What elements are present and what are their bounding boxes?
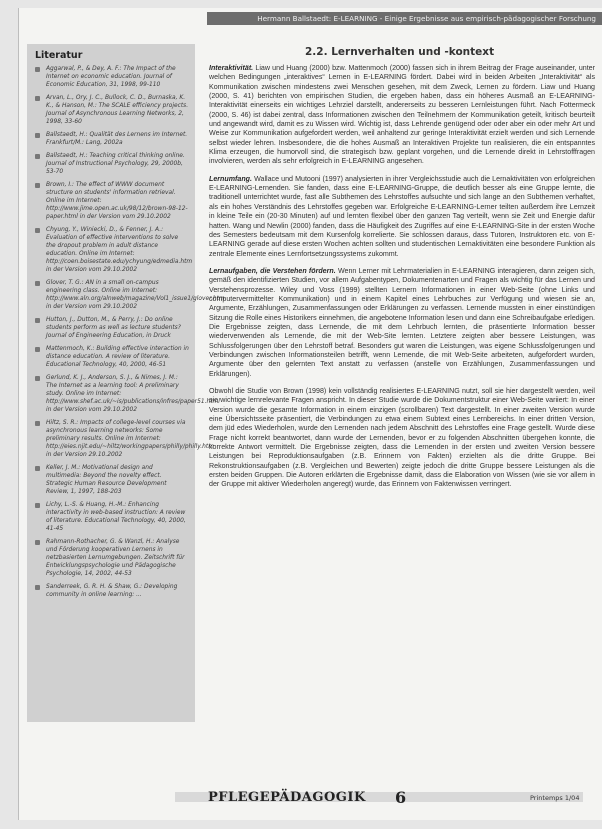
reference-item: Arvan, L., Ory, J. C., Bullock, C. D., Burnaska, K. K., & Hanson, M.: The SCALE efficiency projects. Journal of Asynchronous Learning Networks, 2, 1998, 33-60 <box>35 94 189 126</box>
reference-item: Lichy, L.-S. & Huang, H.-M.: Enhancing interactivity in web-based instruction: A review of literature. Educational Technology, 40, 2000, 41-45 <box>35 501 189 533</box>
reference-item: Hiltz, S. R.: Impacts of college-level courses via asynchronous learning networks: Some preliminary results. Online im Internet: http://eies.njit.edu/~hiltz/workingpapers/philly/philly.htm in der Version 29.10.2002 <box>35 419 189 459</box>
reference-item: Sanderreek, G. R. H. & Shaw, G.: Developing community in online learning: ... <box>35 583 189 599</box>
document-page <box>18 8 602 820</box>
reference-item: Mattenmoch, K.: Building effective interaction in distance education. A review of literature. Educational Technology, 40, 2000, 46-51 <box>35 345 189 369</box>
section-title: 2.2. Lernverhalten und -kontext <box>305 46 495 58</box>
reference-item: Keller, J. M.: Motivational design and multimedia: Beyond the novelty effect. Strategic Human Resource Development Review, 1, 1997, 188-203 <box>35 464 189 496</box>
body-paragraph <box>209 267 595 379</box>
paragraph-lead: Lernaufgaben, die Verstehen fördern. <box>209 266 336 275</box>
reference-item: Glover, T. G.: AN in a small on-campus engineering class. Online im Internet: http://www.aln.org/alnweb/magazine/Vol1_issue1/glover.htm in der Version vom 29.10.2002 <box>35 279 189 311</box>
reference-item: Ballstaedt, H.: Teaching critical thinking online. Journal of Instructional Psychology, 29, 2000b, 53-70 <box>35 152 189 176</box>
paragraph-text: Obwohl die Studie von Brown (1998) kein vollständig realisiertes E-LEARNING nutzt, soll sie hier dargestellt werden, weil sie wichtige lernrelevante Fragen anspricht. In dieser Studie wurde die Dokumentstruktur einer Web-Seite variiert: In einer Version wurde die gesamte Information in einem einzigen (scrollbaren) Text dargestellt. In einer zweiten Version wurde eine Übersichtsseite präsentiert, die Verbindungen zu etwa einem Subtext eines Lernbereichs. In einer dritten Version, dem jüd edes Wiederholen, wurde den Lernenden nach jedem Abschnitt des Lehrstoffes eine Frage gestellt. Wurde diese Frage nicht korrekt beantwortet, dann wurde der Lernenden, bevor er zu folgenden Abschnitten übergehen konnte, die korrekte Antwort vermittelt. Die Ergebnisse zeigten, dass die Lernenden in der ersten und zweiten Version bessere Leistungen bei Reproduktionsaufgaben (z.B. Erinnern von Fakten) erzielten als die dritte Gruppe. Bei Rekonstruktionsaufgaben (z.B. Vergleichen und Bewerten) zeigte jedoch die dritte Gruppe bessere Leistungen als die ersten beiden Gruppen. Die Autoren erklärten die Ergebnisse damit, dass die Elaboration von Wissen (wie sie vor allem in der Gruppe mit aktiver Wiederholen angeregt) wurde, das Erinnern von Faktenwissen verringert. <box>209 387 595 489</box>
reference-item: Ballstaedt, H.: Qualität des Lernens im Internet. Frankfurt/M.: Lang, 2002a <box>35 131 189 147</box>
references-list <box>27 63 225 599</box>
article-body <box>209 44 595 704</box>
body-paragraph <box>209 64 595 167</box>
paragraph-text: Wenn Lerner mit Lehrmaterialien in E-LEARNING interagieren, dann zeigen sich, gemäß den identifizierten Studien, vor allem Aufgabentypen, Dokumentenarten und Fragen als wichtig für das Lernen und Verstehensprozesse. Wiley und Voss (1999) stellten Lernern Informationen in einer Web-Seite (ohne Links und computervermittelter Kommunikation) und in einem Kapitel eines Lehrbuches zur Verfügung und wiesen sie an, Argumente, Erzählungen, Zusammenfassungen oder Erklärungen zu verfassen. Lernende mussten in einer einstündigen Sitzung die Rolle eines Historikers einnehmen, die angebotene Information lesen und dann eine Schreibaufgabe erledigen. Die Ergebnisse zeigten, dass Lernende, die mit dem Lehrbuch lernten, die präsentierte Information besser wiederverwenden als Lernende, die mit der Web-Site lernten. Letztere zeigten aber bessere Leistungen, was Schlussfolgerungen über den Lehrstoff betraf. Besonders gut waren die Leistungen, was eigene Schlussfolgerungen und Verbindungen zwischen Informationsteilen betrifft, wenn Lernende, die mit Web-Seite arbeiteten, aufgefordert wurden, Argumente über den gelernten Text anstatt zu verfassen (anstelle von Erzählungen, Zusammenfassungen und Erklärungen). <box>209 266 595 378</box>
paragraph-lead: Interaktivität. <box>209 64 254 72</box>
paragraph-lead: Lernumfang. <box>209 174 252 183</box>
running-header: Hermann Ballstaedt: E-LEARNING - Einige Ergebnisse aus empirisch-pädagogischer Forschung <box>207 12 602 25</box>
body-paragraph <box>209 175 595 259</box>
reference-item: Aggarwal, P., & Dey, A. F.: The Impact of the Internet on economic education. Journal of Economic Education, 31, 1998, 99-110 <box>35 65 189 89</box>
reference-item: Gerlund, K. J., Anderson, S. J., & Nimes, J. M.: The Internet as a learning tool: A preliminary study. Online im Internet: http://www.shef.ac.uk/~is/publications/infres/paper51.html in der Version vom 29.10.2002 <box>35 374 189 414</box>
reference-item: Chyung, Y., Winiecki, D., & Fenner, J. A.: Evaluation of effective interventions to solve the dropout problem in adult distance education. Online im Internet: http://coen.boisestate.edu/ychyung/edmedia.htm in der Version vom 29.10.2002 <box>35 226 189 274</box>
issue-number: 6 <box>395 788 407 807</box>
reference-item: Brown, I.: The effect of WWW document structure on students' information retrieval. Online im Internet: http://www.jime.open.ac.uk/98/12/brown-98-12-paper.html in der Version vom 29.10.2002 <box>35 181 189 221</box>
reference-item: Rahmann-Rothacher, G. & Wanzl, H.: Analyse und Förderung kooperativen Lernens in netzbasierten Lernumgebungen. Zeitschrift für Entwicklungspsychologie und Pädagogische Psychologie, 14, 2002, 44-53 <box>35 538 189 578</box>
page-info: Printemps 1/04 <box>530 794 580 802</box>
paragraph-text: Wallace und Mutooni (1997) analysierten in ihrer Vergleichsstudie auch die Lernaktivitäten von erfolgreichen E-LEARNING-Lernenden. Sie fanden, dass eine E-LEARNING-Gruppe, die deutlich besser als eine Gruppe lernte, die traditionell unterrichtet wurde, fast alle Subthemen des Lehrstoffes aufsuchte und sich lange an den Subthemen verhaftet, als ein hohes Verständnis des Lehrstoffes gegeben war. Erfolgreiche E-LEARNING-Lerner teilten außerdem ihre Lernzeit in kleine Teile ein (20-30 Minuten) auf und lernten flexibel über den ganzen Tag verteilt, wenn sie Zeit und Energie dafür hatten. Wang und Newlin (2000) fanden, dass die Häufigkeit des Zugriffes auf eine E-LEARNING-Site in der ersten Woche des Semesters bedeutsam mit dem Kursenfolg korrelierte. Sie schlossen daraus, dass Tutoren, Instruktoren etc. von E-LEARNING gerade auf diese ersten Wochen achten sollten und studentischen Lernaktivitäten eine besondere Funktion als zentrale Elemente eines Lernfortsetzungssystems zukommt. <box>209 174 595 258</box>
references-title: Literatur <box>35 50 83 61</box>
reference-item: Hutton, J., Dutton, M., & Perry, J.: Do online students perform as well as lecture students? Journal of Engineering Education, in Druck <box>35 316 189 340</box>
body-paragraph <box>209 387 595 490</box>
journal-name: PFLEGEPÄDAGOGIK <box>208 790 366 805</box>
references-sidebar <box>27 44 225 722</box>
paragraph-text: Liaw und Huang (2000) bzw. Mattenmoch (2000) fassen sich in ihrem Beitrag der Frage auseinander, unter welchen Bedingungen „interaktives“ Lernen in E-LEARNING fördert. Dabei wird in beiden Arbeiten „Interaktivität“ als Kommunikation zwischen mindestens zwei Menschen gesehen, mit dem Zweck, Lernen zu fördern. Liaw und Huang (2000, S. 41) berichten von empirischen Studien, die ergeben haben, dass ein höheres Ausmaß an E-LEARNING-Interaktivität einerseits ein wichtiges Lehrziel darstellt, andererseits zu besseren Lernleistungen führt. Nach Fottermeck (2000, S. 46) ist dabei zentral, dass Informationen zwischen den Teilnehmern der Kommunikation geteilt, kritisch beurteilt und angewandt wird, damit es zu Wissen wird. Wichtig ist, dass Lehrende genügend oder oder aber ein oder mehr Art und Weise zur Kommunikation aufgefordert werden, weil anhaltend zur geringe Interaktivität erzielt werden und sich Lernende selbst wieder lehren. Insbesondere, die die hohes Ausmaß an Interaktiven Projekte tun realisieren, die ein entspanntes Klima erzeugen, die humorvoll sind, die strategisch bzw. geplant vorgehen, und die Lernende direkt in Lehrstofffragen involvieren, werden als sehr erfolgreich in E-LEARNING angesehen. <box>209 64 595 166</box>
